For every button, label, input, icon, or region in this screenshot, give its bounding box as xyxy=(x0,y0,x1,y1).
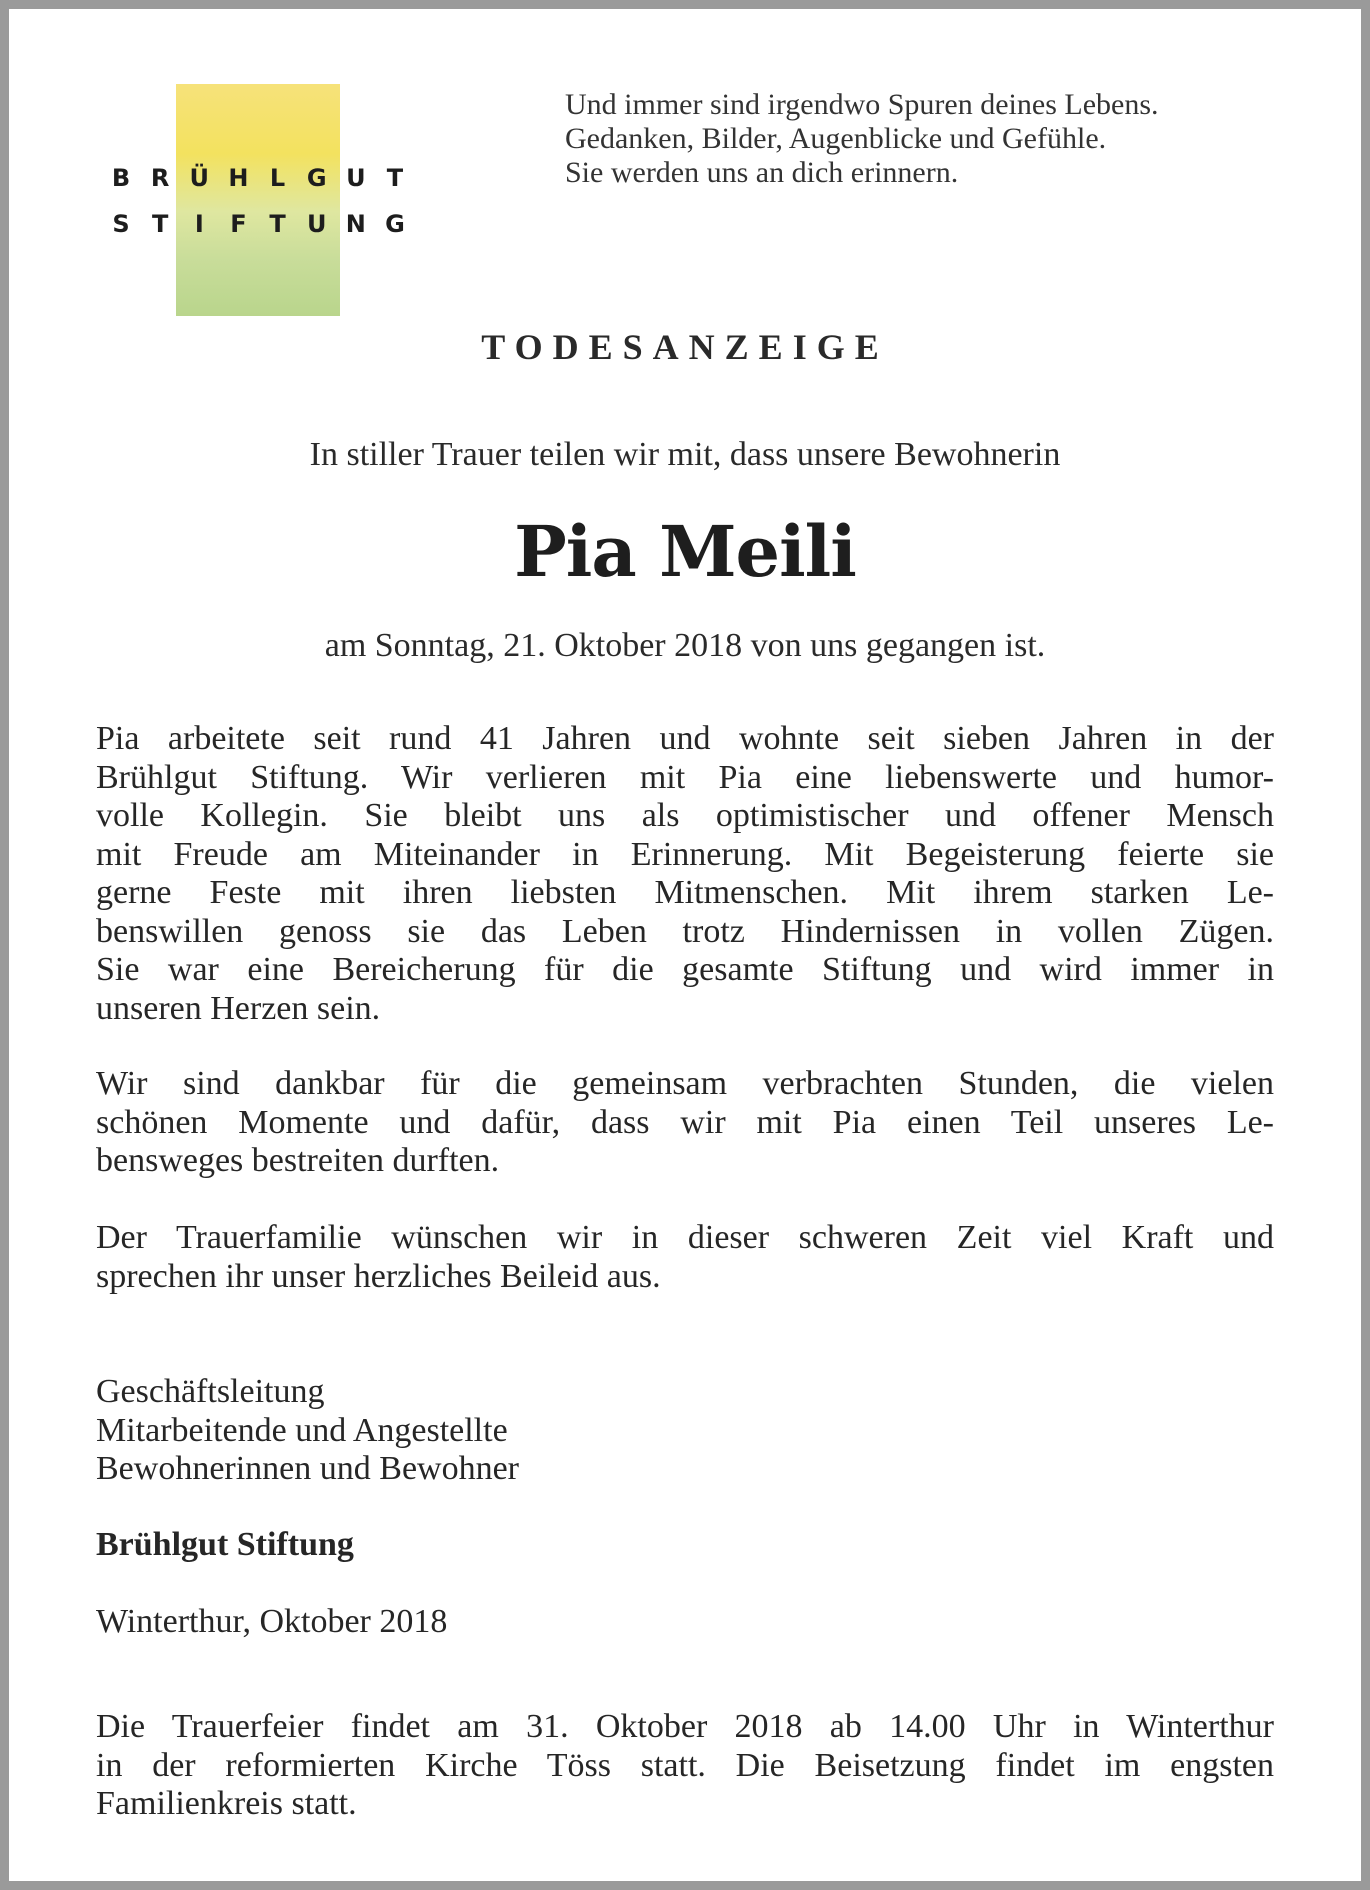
text-line: Wir sind dankbar für die gemeinsam verbrachten Stunden, die vielen xyxy=(96,1065,1274,1102)
gratitude-paragraph xyxy=(96,1065,1274,1181)
date-of-death-line: am Sonntag, 21. Oktober 2018 von uns gegangen ist. xyxy=(324,627,1046,664)
motto-line: Und immer sind irgendwo Spuren deines Lebens. xyxy=(565,88,1159,121)
tribute-paragraph xyxy=(96,720,1274,1028)
text-line: gerne Feste mit ihren liebsten Mitmenschen. Mit ihrem starken Le- xyxy=(96,874,1274,911)
text-line: Sie war eine Bereicherung für die gesamte Stiftung und wird immer in xyxy=(96,951,1274,988)
bruehlgut-logo xyxy=(108,84,408,316)
logo-letter: N xyxy=(345,210,366,238)
signatory-line: Bewohnerinnen und Bewohner xyxy=(96,1450,520,1487)
motto-line: Sie werden uns an dich erinnern. xyxy=(565,156,959,189)
text-line: unseren Herzen sein. xyxy=(96,989,381,1027)
motto-verse xyxy=(565,88,1305,190)
page-title: TODESANZEIGE xyxy=(481,327,889,367)
motto-line: Gedanken, Bilder, Augenblicke und Gefühle. xyxy=(565,122,1107,155)
logo-letter: G xyxy=(385,210,405,238)
deceased-name: Pia Meili xyxy=(514,510,856,593)
text-line: in der reformierten Kirche Töss statt. Die Beisetzung findet im engsten xyxy=(96,1746,1274,1784)
logo-letter: T xyxy=(269,210,286,238)
signatory-line: Mitarbeitende und Angestellte xyxy=(96,1411,508,1449)
logo-letter: T xyxy=(151,210,169,238)
logo-letter: B xyxy=(111,164,131,192)
logo-letter: Ü xyxy=(189,164,210,192)
text-line: volle Kollegin. Sie bleibt uns als optimistischer und offener Mensch xyxy=(96,797,1274,834)
logo-letter: S xyxy=(112,210,130,238)
logo-line-1 xyxy=(108,164,408,192)
text-line: Familienkreis statt. xyxy=(96,1785,357,1822)
organization-name: Brühlgut Stiftung xyxy=(96,1526,354,1563)
logo-letter: H xyxy=(228,164,249,192)
text-line: Brühlgut Stiftung. Wir verlieren mit Pia eine liebenswerte und humor- xyxy=(96,758,1274,796)
text-line: Pia arbeitete seit rund 41 Jahren und wohnte seit sieben Jahren in der xyxy=(96,720,1274,757)
logo-letter: F xyxy=(230,210,247,238)
intro-line: In stiller Trauer teilen wir mit, dass unsere Bewohnerin xyxy=(309,436,1061,473)
condolence-paragraph xyxy=(96,1219,1274,1296)
text-line: sprechen ihr unser herzliches Beileid aus. xyxy=(96,1257,661,1295)
text-line: Der Trauerfamilie wünschen wir in dieser schweren Zeit viel Kraft und xyxy=(96,1219,1274,1256)
logo-color-block xyxy=(176,84,340,316)
text-line: benswillen genoss sie das Leben trotz Hindernissen in vollen Zügen. xyxy=(96,912,1274,950)
logo-letter: I xyxy=(194,210,204,238)
signatories xyxy=(96,1373,519,1489)
logo-letter: T xyxy=(386,164,404,192)
logo-letter: R xyxy=(150,164,170,192)
logo-letter: G xyxy=(306,164,327,192)
signatory-line: Geschäftsleitung xyxy=(96,1373,325,1410)
text-line: Die Trauerfeier findet am 31. Oktober 2018 ab 14.00 Uhr in Winterthur xyxy=(96,1708,1274,1745)
funeral-notice xyxy=(96,1708,1274,1824)
text-line: bensweges bestreiten durften. xyxy=(96,1142,500,1179)
logo-letter: U xyxy=(346,164,366,192)
text-line: mit Freude am Miteinander in Erinnerung. Mit Begeisterung feierte sie xyxy=(96,835,1274,873)
logo-letter: U xyxy=(306,210,327,238)
text-line: schönen Momente und dafür, dass wir mit Pia einen Teil unseres Le- xyxy=(96,1103,1274,1141)
logo-line-2 xyxy=(108,210,408,238)
logo-letter: L xyxy=(269,164,286,192)
place-date: Winterthur, Oktober 2018 xyxy=(96,1603,448,1640)
